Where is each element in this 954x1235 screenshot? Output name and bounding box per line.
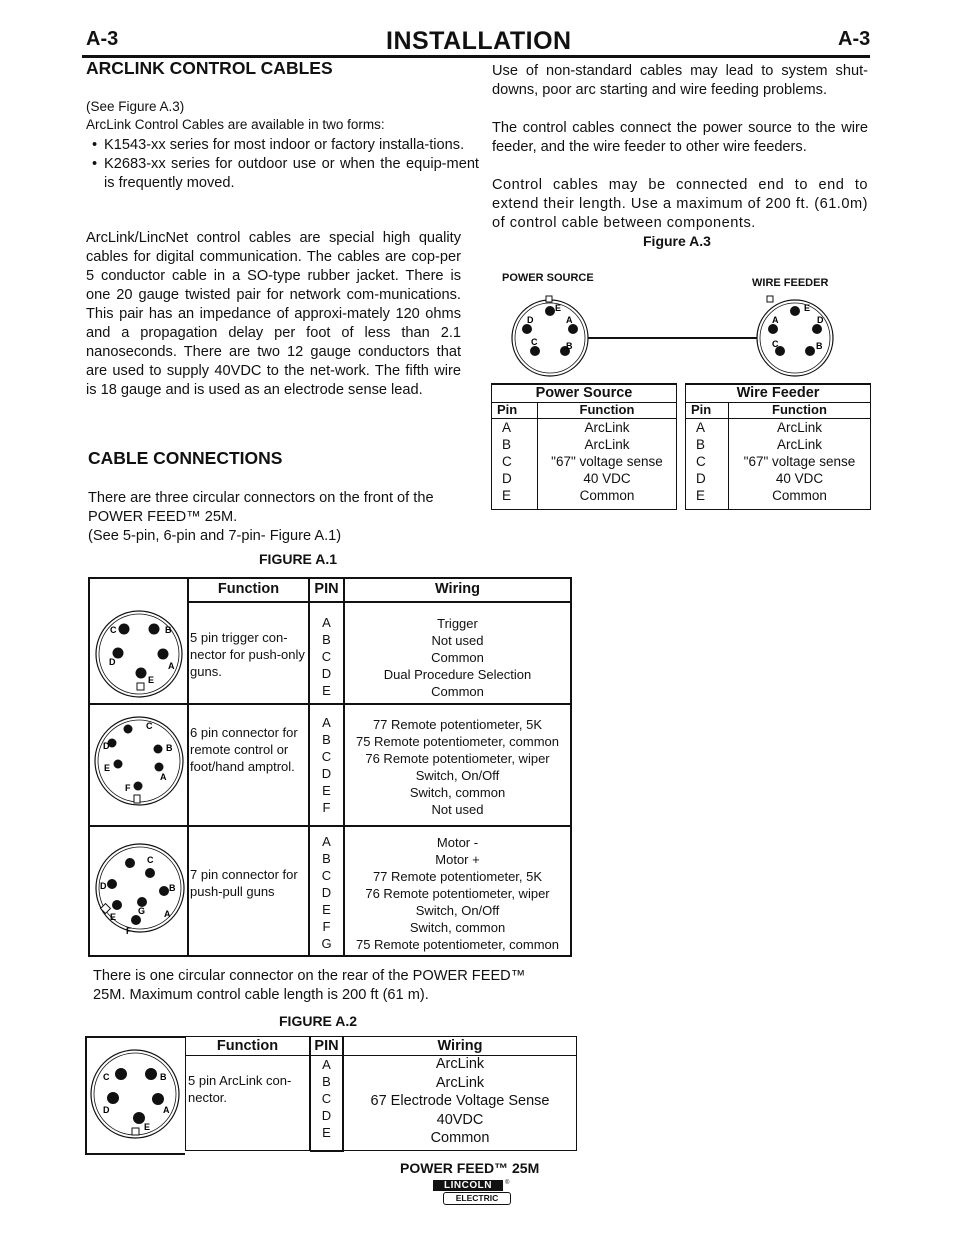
svg-text:E: E — [104, 763, 111, 773]
arclink-see-figure: (See Figure A.3) — [86, 99, 185, 114]
wire-feeder-label: WIRE FEEDER — [752, 277, 829, 289]
page-title: INSTALLATION — [386, 27, 572, 55]
cable-paragraph-1 — [88, 489, 463, 546]
wiring: Common — [430, 1130, 490, 1146]
arclink-connector-icon — [89, 1042, 182, 1146]
arclink-bullets — [86, 136, 479, 193]
figure-a1-title: FIGURE A.1 — [259, 551, 338, 567]
arclink-bullet-1: • K1543-xx series for most indoor or factory installa-tions. — [104, 136, 479, 155]
ps-function: ArcLink — [584, 420, 630, 435]
a1-col-function: Function — [217, 581, 280, 597]
svg-text:E: E — [110, 912, 117, 922]
footer-product: POWER FEED™ 25M — [400, 1160, 540, 1176]
pin: E — [322, 902, 331, 917]
seven-pin-connector-icon — [92, 831, 185, 941]
svg-text:C: C — [103, 1072, 110, 1082]
svg-text:D: D — [109, 657, 116, 667]
a2-function: 5 pin ArcLink con-nector. — [188, 1073, 292, 1105]
wiring: 76 Remote potentiometer, wiper — [365, 751, 550, 766]
svg-text:A: A — [164, 909, 171, 919]
a2-col-pin: PIN — [314, 1038, 339, 1054]
wf-pin: D — [696, 471, 706, 486]
svg-text:G: G — [138, 906, 146, 916]
svg-text:A: A — [160, 772, 167, 782]
svg-text:E: E — [148, 675, 155, 685]
pin: D — [321, 666, 332, 681]
wire-feeder-table — [685, 383, 871, 510]
a1-col-wiring: Wiring — [435, 581, 480, 597]
pin: E — [322, 1125, 331, 1140]
figure-a3-title: Figure A.3 — [643, 233, 711, 249]
wf-function: ArcLink — [776, 437, 822, 452]
six-pin-connector-icon — [92, 709, 185, 819]
a1-row2-function: 6 pin connector for remote control or foot/hand amptrol. — [190, 725, 298, 774]
figure-a2-title: FIGURE A.2 — [279, 1013, 358, 1029]
logo-bottom: ELECTRIC — [443, 1192, 511, 1205]
wiring: 77 Remote potentiometer, 5K — [372, 869, 543, 884]
figure-a2-icon-cell — [85, 1036, 185, 1155]
ps-function: ArcLink — [584, 437, 630, 452]
wiring: Motor + — [435, 852, 480, 867]
svg-text:E: E — [144, 1122, 151, 1132]
wf-pin: B — [696, 437, 706, 452]
wiring: Switch, On/Off — [415, 768, 500, 783]
wire-feeder-table-title: Wire Feeder — [686, 385, 870, 403]
wiring: ArcLink — [435, 1056, 485, 1072]
ps-col-pin: Pin — [497, 402, 518, 417]
pin: A — [322, 834, 331, 849]
right-para-3: Control cables may be connected end to end to extend their length. Use a maximum of 200 ft. (61.0m) of control cable between components. — [492, 177, 868, 231]
a1-row1-pins — [310, 614, 343, 699]
svg-text:A: A — [163, 1105, 170, 1115]
wiring: 75 Remote potentiometer, common — [355, 734, 560, 749]
wf-pin: A — [696, 420, 706, 435]
wiring: Not used — [431, 802, 484, 817]
ps-pin: D — [502, 471, 512, 486]
logo-top: LINCOLN — [433, 1180, 503, 1191]
power-source-table — [491, 383, 677, 510]
a1-row1-wiring — [345, 615, 570, 700]
right-para-1: Use of non-standard cables may lead to system shut-downs, poor arc starting and wire feeding problems. — [492, 63, 868, 98]
a1-row1-function: 5 pin trigger con-nector for push-only guns. — [190, 630, 305, 679]
wf-pin: E — [696, 488, 706, 503]
svg-text:B: B — [566, 341, 573, 351]
svg-text:D: D — [103, 1105, 110, 1115]
arclink-block — [86, 98, 466, 134]
wf-function-list — [729, 419, 870, 504]
wiring: Switch, common — [409, 920, 506, 935]
svg-text:D: D — [103, 741, 110, 751]
five-pin-connector-icon — [92, 605, 185, 699]
page-number-right: A-3 — [838, 28, 871, 50]
svg-text:E: E — [804, 303, 811, 313]
wiring: Common — [431, 650, 484, 665]
wiring: 76 Remote potentiometer, wiper — [365, 886, 550, 901]
svg-text:B: B — [816, 341, 823, 351]
a2-col-wiring: Wiring — [437, 1038, 483, 1054]
svg-text:F: F — [125, 783, 131, 793]
pin: F — [322, 800, 331, 815]
svg-text:C: C — [110, 625, 117, 635]
cable-heading: CABLE CONNECTIONS — [88, 448, 283, 468]
pin: A — [322, 615, 331, 630]
wf-function: 40 VDC — [775, 471, 824, 486]
ps-function-list — [538, 419, 676, 504]
a1-row3-function: 7 pin connector for push-pull guns — [190, 867, 298, 899]
a1-row2-wiring — [345, 716, 570, 818]
ps-function: Common — [579, 488, 635, 503]
svg-text:C: C — [531, 337, 538, 347]
page-number-left: A-3 — [86, 28, 119, 50]
pin: D — [321, 1108, 332, 1123]
wiring: Switch, common — [409, 785, 506, 800]
wiring: Dual Procedure Selection — [383, 667, 532, 682]
svg-text:D: D — [527, 315, 534, 325]
svg-text:B: B — [166, 743, 173, 753]
svg-text:F: F — [126, 926, 132, 936]
svg-text:A: A — [566, 315, 573, 325]
power-source-table-title: Power Source — [492, 385, 676, 403]
svg-text:C: C — [147, 855, 154, 865]
ps-pin: C — [502, 454, 512, 469]
pin: B — [322, 1074, 331, 1089]
pin: A — [322, 715, 331, 730]
ps-col-function: Function — [579, 402, 635, 417]
svg-text:A: A — [168, 661, 175, 671]
svg-text:B: B — [160, 1072, 167, 1082]
svg-text:B: B — [165, 625, 172, 635]
lincoln-electric-logo: LINCOLN ® ELECTRIC — [433, 1180, 508, 1204]
ps-pin: A — [502, 420, 512, 435]
arclink-intro: ArcLink Control Cables are available in two forms: — [86, 117, 385, 132]
pin: B — [322, 851, 331, 866]
pin: A — [322, 1057, 331, 1072]
wf-col-pin: Pin — [691, 402, 712, 417]
ps-function: 40 VDC — [583, 471, 631, 486]
svg-text:D: D — [100, 881, 107, 891]
arclink-paragraph: ArcLink/LincNet control cables are special high quality cables for digital communication. The cables are cop-per 5 conductor cable in a SO-type rubber jacket. There is one 20 gauge twisted pair for network com-munications. This pair has an impedance of approxi-mately 120 ohms and a propagation delay per foot of less than 2.1 nanoseconds. There are two 12 gauge conductors that are used to supply 40VDC to the net-work. The fifth wire is 18 gauge and is used as an electrode sense lead. — [86, 230, 461, 398]
wiring: 77 Remote potentiometer, 5K — [372, 717, 543, 732]
wiring: 75 Remote potentiometer, common — [355, 937, 560, 952]
wf-pin: C — [696, 454, 706, 469]
pin: E — [322, 683, 331, 698]
ps-pin: E — [502, 488, 512, 503]
a2-wiring — [344, 1055, 576, 1148]
ps-function: "67" voltage sense — [551, 454, 663, 469]
svg-text:C: C — [146, 721, 153, 731]
right-para-2: The control cables connect the power source to the wire feeder, and the wire feeder to other wire feeders. — [492, 120, 868, 155]
pin: F — [322, 919, 331, 934]
pin: C — [321, 749, 332, 764]
arclink-heading: ARCLINK CONTROL CABLES — [86, 58, 333, 78]
cable-paragraph-2: There is one circular connector on the rear of the POWER FEED™ 25M. Maximum control cable length is 200 ft (61 m). — [93, 968, 526, 1003]
a1-row3-wiring — [345, 834, 570, 953]
svg-text:D: D — [817, 315, 824, 325]
cable-para1-see: (See 5-pin, 6-pin and 7-pin- Figure A.1) — [88, 528, 342, 544]
pin: C — [321, 1091, 332, 1106]
pin: D — [321, 766, 332, 781]
a2-col-function: Function — [216, 1038, 279, 1054]
wiring: 67 Electrode Voltage Sense — [370, 1093, 550, 1109]
pin: C — [321, 868, 332, 883]
a1-row3-pins — [310, 833, 343, 952]
a1-row2-pins — [310, 714, 343, 816]
figure-a3-diagram — [495, 285, 865, 385]
wiring: 40VDC — [436, 1111, 484, 1128]
pin: B — [322, 632, 331, 647]
svg-text:E: E — [555, 303, 562, 313]
arclink-bullet-2: • K2683-xx series for outdoor use or when the equip-ment is frequently moved. — [104, 155, 479, 193]
figure-a1-table — [88, 577, 572, 957]
pin: B — [322, 732, 331, 747]
a1-col-pin: PIN — [314, 581, 339, 597]
wiring: Not used — [431, 633, 484, 648]
svg-text:B: B — [169, 883, 176, 893]
figure-a2-table — [185, 1036, 577, 1151]
wiring: Trigger — [437, 616, 478, 631]
right-column-text — [492, 62, 868, 233]
svg-text:C: C — [772, 339, 779, 349]
pin: D — [321, 885, 332, 900]
wiring: Common — [431, 684, 484, 699]
wf-function: "67" voltage sense — [743, 454, 856, 469]
wiring: Switch, On/Off — [415, 903, 500, 918]
wf-col-function: Function — [772, 402, 827, 417]
wiring: ArcLink — [435, 1074, 485, 1091]
cable-para1-text: There are three circular connectors on the front of the POWER FEED™ 25M. — [88, 490, 434, 525]
wf-function: Common — [772, 488, 827, 503]
pin: E — [322, 783, 331, 798]
pin: C — [321, 649, 332, 664]
svg-text:A: A — [772, 315, 779, 325]
wiring: Motor - — [436, 835, 479, 850]
ps-pin: B — [502, 437, 512, 452]
wf-pin-list — [696, 419, 706, 504]
power-source-label: POWER SOURCE — [502, 272, 594, 284]
ps-pin-list — [502, 419, 512, 504]
a2-pins — [311, 1056, 342, 1141]
pin: G — [321, 936, 332, 951]
wf-function: ArcLink — [776, 420, 822, 435]
